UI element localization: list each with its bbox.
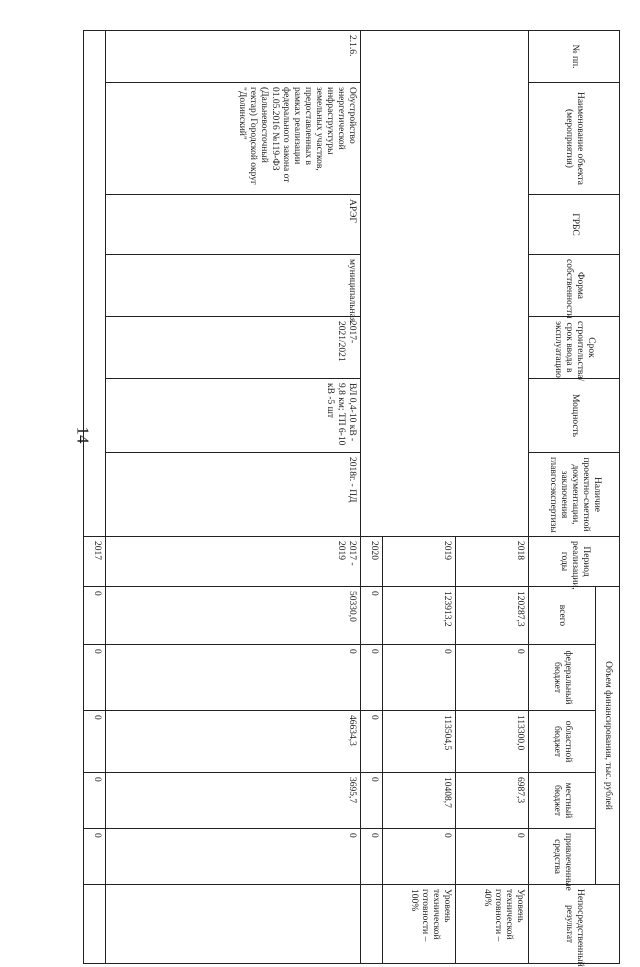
header-financing: Объем финансирования, тыс. рублей: [595, 587, 619, 885]
cell-period: 2017: [84, 537, 106, 587]
cell-ownership: муниципальная: [106, 255, 361, 317]
cell-grbs: АРЭГ: [106, 195, 361, 255]
cell-attracted: 0: [383, 829, 456, 885]
cell-result: [84, 885, 106, 964]
header-federal: федеральный бюджет: [529, 645, 595, 711]
cell-regional: 0: [360, 711, 382, 773]
cell-federal: 0: [456, 645, 529, 711]
cell-local: 0: [84, 773, 106, 829]
header-attracted: привлеченные средства: [529, 829, 595, 885]
cell-federal: 0: [84, 645, 106, 711]
cell-total: 120287,3: [456, 587, 529, 645]
cell-period: 2018: [456, 537, 529, 587]
cell-result: [106, 885, 361, 964]
header-ownership: Форма собственности: [529, 255, 620, 317]
header-psd: Наличие проектно-сметной документации, заключения главгосэкспертизы: [529, 453, 620, 537]
cell-attracted: 0: [84, 829, 106, 885]
cell-federal: 0: [106, 645, 361, 711]
table-cell-empty: [84, 31, 106, 537]
header-result: Непосредственный результат: [529, 885, 620, 964]
document-sheet: [83, 30, 620, 967]
cell-total: 50330,0: [106, 587, 361, 645]
cell-result: Уровень технической готовности – 40%: [456, 885, 529, 964]
header-grbs: ГРБС: [529, 195, 620, 255]
cell-name: Обустройство энергетической инфраструктуры земельных участков, предоставленных в рамках реализации федерального закона от 01.05.2016 №119-ФЗ (Дальневосточный гектар) Городской округ "Долинский": [106, 83, 361, 195]
cell-local: 3695,7: [106, 773, 361, 829]
table-row: [106, 31, 361, 964]
cell-regional: 113504,5: [383, 711, 456, 773]
cell-attracted: 0: [360, 829, 382, 885]
cell-attracted: 0: [106, 829, 361, 885]
cell-regional: 46634,3: [106, 711, 361, 773]
header-total: всего: [529, 587, 595, 645]
cell-psd: 2018г. - ПД: [106, 453, 361, 537]
cell-total: 0: [360, 587, 382, 645]
header-regional: областной бюджет: [529, 711, 595, 773]
header-period: Период реализации, годы: [529, 537, 620, 587]
cell-federal: 0: [383, 645, 456, 711]
table-row: [84, 31, 106, 964]
cell-attracted: 0: [456, 829, 529, 885]
cell-local: 6987,3: [456, 773, 529, 829]
cell-period: 2020: [360, 537, 382, 587]
cell-total: 0: [84, 587, 106, 645]
cell-construction-period: 2017-2021/2021: [106, 317, 361, 379]
cell-total: 123913,2: [383, 587, 456, 645]
cell-local: 10408,7: [383, 773, 456, 829]
cell-period: 2019: [383, 537, 456, 587]
header-name: Наименование объекта (мероприятия): [529, 83, 620, 195]
cell-federal: 0: [360, 645, 382, 711]
header-construction-period: Срок строительства/срок ввода в эксплуатацию: [529, 317, 620, 379]
page-number: 14: [73, 426, 93, 444]
cell-capacity: ВЛ 0,4-10 кВ - 9,8 км; ТП 6-10 кВ -5 шт: [106, 379, 361, 453]
header-capacity: Мощность: [529, 379, 620, 453]
table-row: [456, 31, 529, 964]
table-cell-empty: [360, 31, 528, 537]
header-num: № пп.: [529, 31, 620, 83]
cell-num: 2.1.6.: [106, 31, 361, 83]
cell-local: 0: [360, 773, 382, 829]
financing-table: [83, 30, 620, 967]
cell-period: 2017 - 2019: [106, 537, 361, 587]
header-local: местный бюджет: [529, 773, 595, 829]
cell-result: [360, 885, 382, 964]
cell-regional: 113300,0: [456, 711, 529, 773]
cell-regional: 0: [84, 711, 106, 773]
cell-result: Уровень технической готовности – 100%: [383, 885, 456, 964]
